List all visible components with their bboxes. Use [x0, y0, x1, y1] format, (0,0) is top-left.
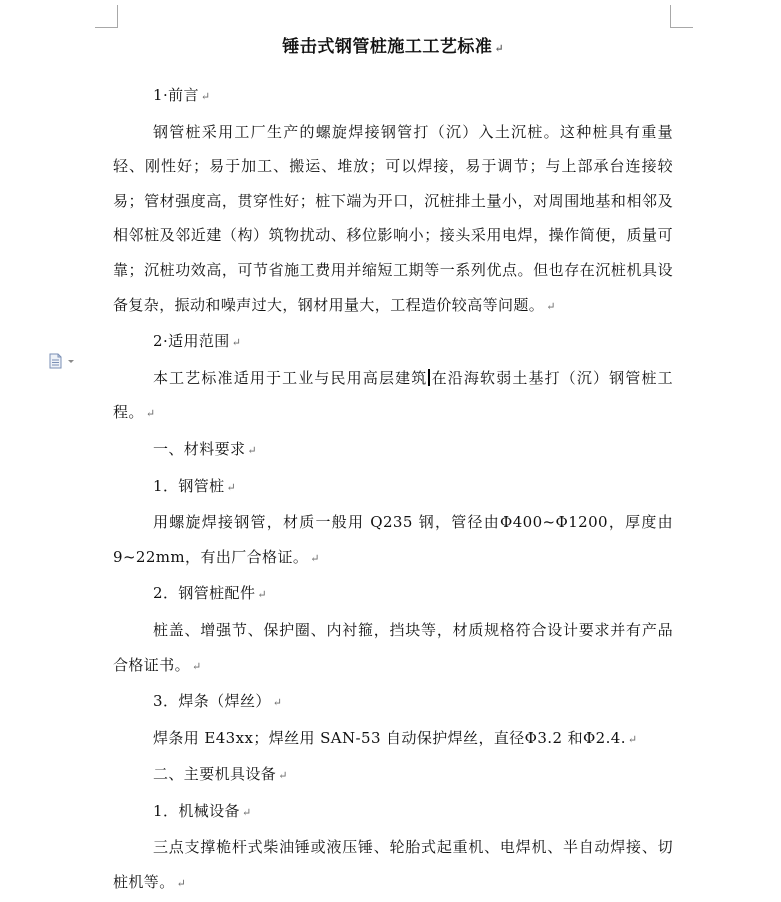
- paragraph-mark: ↵: [272, 696, 282, 710]
- subsection-heading: 2．钢管桩配件 ↵: [153, 584, 267, 603]
- title-text: 锤击式钢管桩施工工艺标准: [282, 37, 493, 57]
- body-paragraph: 桩盖、增强节、保护圈、内衬箍，挡块等，材质规格符合设计要求并有产品合格证书。 ↵: [113, 620, 673, 674]
- crop-mark-top-right: [670, 5, 693, 28]
- subsection-heading: 1．钢管桩 ↵: [153, 476, 236, 495]
- document-title: [113, 34, 673, 64]
- body-paragraph: 本工艺标准适用于工业与民用高层建筑 在沿海软弱土基打（沉）钢管桩工程。 ↵: [113, 368, 673, 422]
- body-paragraph: 三点支撑桅杆式柴油锤或液压锤、轮胎式起重机、电焊机、半自动焊接、切桩机等。 ↵: [113, 838, 673, 892]
- paragraph-mark: ↵: [176, 877, 186, 891]
- paragraph-mark: ↵: [231, 336, 241, 350]
- subsection-heading: 3．焊条（焊丝） ↵: [153, 692, 282, 711]
- section-heading: 一、材料要求 ↵: [153, 439, 257, 458]
- text-cursor: [428, 369, 430, 386]
- crop-mark-top-left: [95, 5, 118, 28]
- body-paragraph: 钢管桩采用工厂生产的螺旋焊接钢管打（沉）入土沉桩。这种桩具有重量轻、刚性好；易于加工、搬运、堆放；可以焊接，易于调节；与上部承台连接较易；管材强度高，贯穿性好；桩下端为开口，沉桩排土量小，对周围地基和相邻及相邻桩及邻近建（构）筑物扰动、移位影响小；接头采用电焊，操作简便，质量可靠；沉桩功效高，可节省施工费用并缩短工期等一系列优点。但也存在沉桩机具设备复杂，振动和噪声过大，钢材用量大，工程造价较高等问题。 ↵: [113, 122, 673, 314]
- paragraph-mark: ↵: [200, 90, 211, 103]
- paragraph-mark: ↵: [310, 551, 320, 565]
- paragraph-mark: ↵: [627, 732, 638, 746]
- paragraph-options-icon[interactable]: [48, 353, 76, 369]
- paragraph-mark: ↵: [226, 480, 236, 494]
- document-page[interactable]: [113, 34, 673, 902]
- subsection-heading: 1．机械设备 ↵: [153, 801, 252, 820]
- paragraph-mark: ↵: [546, 299, 556, 313]
- paragraph-mark: ↵: [494, 42, 504, 55]
- paragraph-mark: ↵: [247, 443, 257, 457]
- paragraph-mark: ↵: [241, 805, 252, 819]
- paragraph-mark: ↵: [145, 407, 156, 421]
- paragraph-mark: ↵: [257, 588, 267, 602]
- section-heading: 二、主要机具设备 ↵: [153, 765, 288, 784]
- paragraph-mark: ↵: [192, 659, 202, 673]
- paragraph-mark: ↵: [278, 769, 288, 783]
- section-heading: 2·适用范围 ↵: [153, 332, 241, 351]
- body-paragraph: 焊条用 E43xx；焊丝用 SAN-53 自动保护焊丝，直径Φ3.2 和Φ2.4. ↵: [153, 728, 638, 747]
- section-heading: 1·前言 ↵: [153, 86, 211, 104]
- body-paragraph: 用螺旋焊接钢管，材质一般用 Q235 钢，管径由Φ400~Φ1200，厚度由9~22mm，有出厂合格证。 ↵: [113, 513, 673, 566]
